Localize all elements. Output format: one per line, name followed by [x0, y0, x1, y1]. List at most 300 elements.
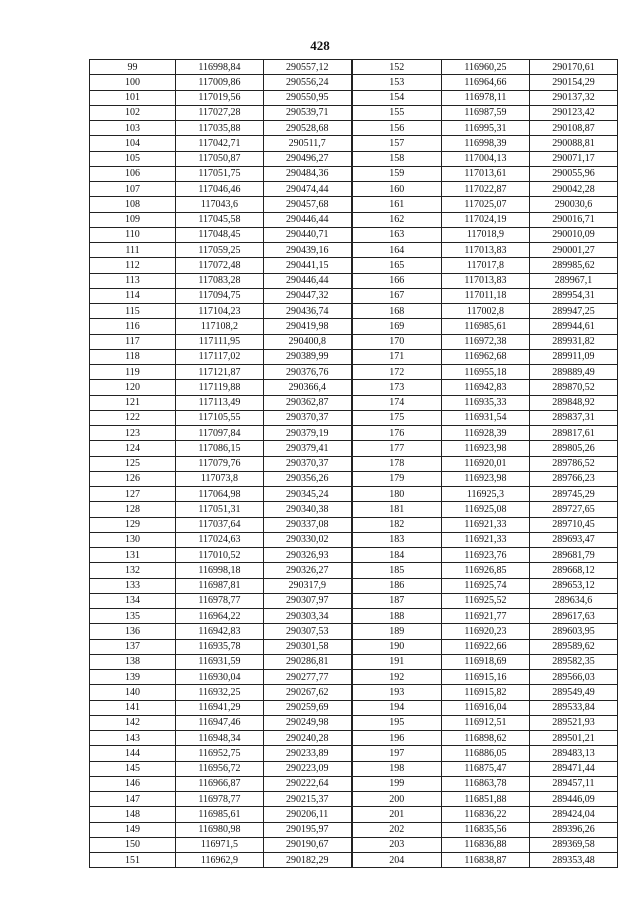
point-number-cell: 140: [90, 685, 176, 700]
y-coordinate-cell: 290447,32: [264, 288, 352, 303]
x-coordinate-cell: 116875,47: [442, 761, 530, 776]
y-coordinate-cell: 290436,74: [264, 304, 352, 319]
x-coordinate-cell: 116978,77: [176, 792, 264, 807]
y-coordinate-cell: 289786,52: [530, 456, 618, 471]
point-number-cell: 175: [352, 410, 442, 425]
x-coordinate-cell: 117105,55: [176, 410, 264, 425]
y-coordinate-cell: 289369,58: [530, 837, 618, 852]
point-number-cell: 133: [90, 578, 176, 593]
y-coordinate-cell: 290439,16: [264, 243, 352, 258]
x-coordinate-cell: 116987,81: [176, 578, 264, 593]
y-coordinate-cell: 289870,52: [530, 380, 618, 395]
x-coordinate-cell: 116915,16: [442, 670, 530, 685]
x-coordinate-cell: 117094,75: [176, 288, 264, 303]
y-coordinate-cell: 289634,6: [530, 593, 618, 608]
y-coordinate-cell: 290286,81: [264, 654, 352, 669]
x-coordinate-cell: 116930,04: [176, 670, 264, 685]
x-coordinate-cell: 117073,8: [176, 471, 264, 486]
point-number-cell: 107: [90, 182, 176, 197]
y-coordinate-cell: 289817,61: [530, 426, 618, 441]
table-row: [90, 105, 618, 120]
y-coordinate-cell: 289353,48: [530, 853, 618, 868]
x-coordinate-cell: 116962,9: [176, 853, 264, 868]
point-number-cell: 120: [90, 380, 176, 395]
y-coordinate-cell: 290366,4: [264, 380, 352, 395]
y-coordinate-cell: 290474,44: [264, 182, 352, 197]
y-coordinate-cell: 289603,95: [530, 624, 618, 639]
point-number-cell: 149: [90, 822, 176, 837]
point-number-cell: 143: [90, 731, 176, 746]
table-row: [90, 609, 618, 624]
table-row: [90, 258, 618, 273]
x-coordinate-cell: 116925,74: [442, 578, 530, 593]
y-coordinate-cell: 290362,87: [264, 395, 352, 410]
coordinates-table: [89, 59, 618, 868]
point-number-cell: 162: [352, 212, 442, 227]
y-coordinate-cell: 290419,98: [264, 319, 352, 334]
table-row: [90, 593, 618, 608]
y-coordinate-cell: 290223,09: [264, 761, 352, 776]
table-row: [90, 807, 618, 822]
y-coordinate-cell: 290317,9: [264, 578, 352, 593]
x-coordinate-cell: 117037,64: [176, 517, 264, 532]
y-coordinate-cell: 290370,37: [264, 456, 352, 471]
y-coordinate-cell: 290206,11: [264, 807, 352, 822]
table-row: [90, 487, 618, 502]
table-row: [90, 563, 618, 578]
y-coordinate-cell: 290557,12: [264, 60, 352, 75]
y-coordinate-cell: 290307,97: [264, 593, 352, 608]
table-row: [90, 502, 618, 517]
table-row: [90, 90, 618, 105]
y-coordinate-cell: 289837,31: [530, 410, 618, 425]
point-number-cell: 187: [352, 593, 442, 608]
y-coordinate-cell: 290170,61: [530, 60, 618, 75]
x-coordinate-cell: 116925,3: [442, 487, 530, 502]
point-number-cell: 145: [90, 761, 176, 776]
table-row: [90, 227, 618, 242]
y-coordinate-cell: 290539,71: [264, 105, 352, 120]
y-coordinate-cell: 289566,03: [530, 670, 618, 685]
table-row: [90, 776, 618, 791]
point-number-cell: 119: [90, 365, 176, 380]
point-number-cell: 111: [90, 243, 176, 258]
y-coordinate-cell: 289446,09: [530, 792, 618, 807]
x-coordinate-cell: 116923,76: [442, 548, 530, 563]
table-row: [90, 654, 618, 669]
x-coordinate-cell: 116920,01: [442, 456, 530, 471]
x-coordinate-cell: 116948,34: [176, 731, 264, 746]
x-coordinate-cell: 116960,25: [442, 60, 530, 75]
point-number-cell: 106: [90, 166, 176, 181]
x-coordinate-cell: 116956,72: [176, 761, 264, 776]
x-coordinate-cell: 116921,77: [442, 609, 530, 624]
x-coordinate-cell: 116964,66: [442, 75, 530, 90]
x-coordinate-cell: 116942,83: [176, 624, 264, 639]
point-number-cell: 102: [90, 105, 176, 120]
point-number-cell: 114: [90, 288, 176, 303]
x-coordinate-cell: 116964,22: [176, 609, 264, 624]
point-number-cell: 127: [90, 487, 176, 502]
table-row: [90, 334, 618, 349]
x-coordinate-cell: 117046,46: [176, 182, 264, 197]
x-coordinate-cell: 117010,52: [176, 548, 264, 563]
point-number-cell: 164: [352, 243, 442, 258]
y-coordinate-cell: 290550,95: [264, 90, 352, 105]
table-row: [90, 761, 618, 776]
x-coordinate-cell: 116987,59: [442, 105, 530, 120]
table-row: [90, 548, 618, 563]
point-number-cell: 168: [352, 304, 442, 319]
x-coordinate-cell: 116972,38: [442, 334, 530, 349]
y-coordinate-cell: 289931,82: [530, 334, 618, 349]
point-number-cell: 124: [90, 441, 176, 456]
point-number-cell: 199: [352, 776, 442, 791]
point-number-cell: 174: [352, 395, 442, 410]
point-number-cell: 126: [90, 471, 176, 486]
point-number-cell: 136: [90, 624, 176, 639]
y-coordinate-cell: 289727,65: [530, 502, 618, 517]
y-coordinate-cell: 290441,15: [264, 258, 352, 273]
y-coordinate-cell: 289944,61: [530, 319, 618, 334]
point-number-cell: 181: [352, 502, 442, 517]
x-coordinate-cell: 116955,18: [442, 365, 530, 380]
y-coordinate-cell: 289653,12: [530, 578, 618, 593]
y-coordinate-cell: 290379,41: [264, 441, 352, 456]
table-row: [90, 273, 618, 288]
point-number-cell: 123: [90, 426, 176, 441]
y-coordinate-cell: 289617,63: [530, 609, 618, 624]
table-row: [90, 304, 618, 319]
y-coordinate-cell: 290511,7: [264, 136, 352, 151]
x-coordinate-cell: 116925,52: [442, 593, 530, 608]
point-number-cell: 171: [352, 349, 442, 364]
table-row: [90, 349, 618, 364]
x-coordinate-cell: 116941,29: [176, 700, 264, 715]
point-number-cell: 121: [90, 395, 176, 410]
point-number-cell: 109: [90, 212, 176, 227]
y-coordinate-cell: 289457,11: [530, 776, 618, 791]
table-row: [90, 75, 618, 90]
x-coordinate-cell: 116923,98: [442, 441, 530, 456]
x-coordinate-cell: 116966,87: [176, 776, 264, 791]
table-row: [90, 746, 618, 761]
point-number-cell: 160: [352, 182, 442, 197]
y-coordinate-cell: 289396,26: [530, 822, 618, 837]
x-coordinate-cell: 117108,2: [176, 319, 264, 334]
table-row: [90, 822, 618, 837]
y-coordinate-cell: 289967,1: [530, 273, 618, 288]
point-number-cell: 125: [90, 456, 176, 471]
point-number-cell: 134: [90, 593, 176, 608]
y-coordinate-cell: 289681,79: [530, 548, 618, 563]
x-coordinate-cell: 117113,49: [176, 395, 264, 410]
point-number-cell: 137: [90, 639, 176, 654]
x-coordinate-cell: 116923,98: [442, 471, 530, 486]
x-coordinate-cell: 117117,02: [176, 349, 264, 364]
x-coordinate-cell: 116998,18: [176, 563, 264, 578]
point-number-cell: 193: [352, 685, 442, 700]
y-coordinate-cell: 290042,28: [530, 182, 618, 197]
point-number-cell: 148: [90, 807, 176, 822]
point-number-cell: 128: [90, 502, 176, 517]
y-coordinate-cell: 290484,36: [264, 166, 352, 181]
point-number-cell: 179: [352, 471, 442, 486]
x-coordinate-cell: 116931,59: [176, 654, 264, 669]
y-coordinate-cell: 290556,24: [264, 75, 352, 90]
point-number-cell: 100: [90, 75, 176, 90]
point-number-cell: 110: [90, 227, 176, 242]
y-coordinate-cell: 290071,17: [530, 151, 618, 166]
point-number-cell: 130: [90, 532, 176, 547]
y-coordinate-cell: 290528,68: [264, 121, 352, 136]
y-coordinate-cell: 289710,45: [530, 517, 618, 532]
x-coordinate-cell: 116935,78: [176, 639, 264, 654]
y-coordinate-cell: 289745,29: [530, 487, 618, 502]
x-coordinate-cell: 117035,88: [176, 121, 264, 136]
x-coordinate-cell: 116931,54: [442, 410, 530, 425]
y-coordinate-cell: 290222,64: [264, 776, 352, 791]
table-row: [90, 380, 618, 395]
point-number-cell: 142: [90, 715, 176, 730]
point-number-cell: 150: [90, 837, 176, 852]
point-number-cell: 186: [352, 578, 442, 593]
point-number-cell: 141: [90, 700, 176, 715]
x-coordinate-cell: 117086,15: [176, 441, 264, 456]
point-number-cell: 185: [352, 563, 442, 578]
x-coordinate-cell: 116978,77: [176, 593, 264, 608]
point-number-cell: 103: [90, 121, 176, 136]
page-number: 428: [310, 38, 330, 53]
x-coordinate-cell: 117119,88: [176, 380, 264, 395]
point-number-cell: 173: [352, 380, 442, 395]
y-coordinate-cell: 290440,71: [264, 227, 352, 242]
point-number-cell: 176: [352, 426, 442, 441]
y-coordinate-cell: 290326,93: [264, 548, 352, 563]
coordinates-table-body: [90, 60, 618, 868]
x-coordinate-cell: 116921,33: [442, 532, 530, 547]
point-number-cell: 190: [352, 639, 442, 654]
y-coordinate-cell: 290195,97: [264, 822, 352, 837]
y-coordinate-cell: 290307,53: [264, 624, 352, 639]
y-coordinate-cell: 290108,87: [530, 121, 618, 136]
y-coordinate-cell: 289521,93: [530, 715, 618, 730]
point-number-cell: 204: [352, 853, 442, 868]
point-number-cell: 158: [352, 151, 442, 166]
point-number-cell: 165: [352, 258, 442, 273]
x-coordinate-cell: 117017,8: [442, 258, 530, 273]
point-number-cell: 156: [352, 121, 442, 136]
y-coordinate-cell: 290446,44: [264, 212, 352, 227]
x-coordinate-cell: 117011,18: [442, 288, 530, 303]
y-coordinate-cell: 290240,28: [264, 731, 352, 746]
x-coordinate-cell: 116915,82: [442, 685, 530, 700]
x-coordinate-cell: 116925,08: [442, 502, 530, 517]
point-number-cell: 154: [352, 90, 442, 105]
point-number-cell: 180: [352, 487, 442, 502]
x-coordinate-cell: 116836,22: [442, 807, 530, 822]
y-coordinate-cell: 290337,08: [264, 517, 352, 532]
x-coordinate-cell: 116863,78: [442, 776, 530, 791]
table-row: [90, 395, 618, 410]
point-number-cell: 153: [352, 75, 442, 90]
point-number-cell: 115: [90, 304, 176, 319]
x-coordinate-cell: 116932,25: [176, 685, 264, 700]
point-number-cell: 195: [352, 715, 442, 730]
table-row: [90, 166, 618, 181]
x-coordinate-cell: 117050,87: [176, 151, 264, 166]
point-number-cell: 122: [90, 410, 176, 425]
x-coordinate-cell: 116971,5: [176, 837, 264, 852]
x-coordinate-cell: 117013,83: [442, 273, 530, 288]
x-coordinate-cell: 117072,48: [176, 258, 264, 273]
point-number-cell: 108: [90, 197, 176, 212]
point-number-cell: 105: [90, 151, 176, 166]
point-number-cell: 170: [352, 334, 442, 349]
x-coordinate-cell: 116962,68: [442, 349, 530, 364]
y-coordinate-cell: 289889,49: [530, 365, 618, 380]
y-coordinate-cell: 290233,89: [264, 746, 352, 761]
x-coordinate-cell: 116836,88: [442, 837, 530, 852]
table-row: [90, 151, 618, 166]
y-coordinate-cell: 289483,13: [530, 746, 618, 761]
y-coordinate-cell: 290340,38: [264, 502, 352, 517]
x-coordinate-cell: 116835,56: [442, 822, 530, 837]
x-coordinate-cell: 117051,75: [176, 166, 264, 181]
table-row: [90, 365, 618, 380]
y-coordinate-cell: 290376,76: [264, 365, 352, 380]
x-coordinate-cell: 117019,56: [176, 90, 264, 105]
point-number-cell: 152: [352, 60, 442, 75]
y-coordinate-cell: 290137,32: [530, 90, 618, 105]
point-number-cell: 112: [90, 258, 176, 273]
table-row: [90, 578, 618, 593]
table-row: [90, 792, 618, 807]
y-coordinate-cell: 290154,29: [530, 75, 618, 90]
x-coordinate-cell: 116916,04: [442, 700, 530, 715]
y-coordinate-cell: 289424,04: [530, 807, 618, 822]
point-number-cell: 104: [90, 136, 176, 151]
table-row: [90, 182, 618, 197]
y-coordinate-cell: 289985,62: [530, 258, 618, 273]
point-number-cell: 132: [90, 563, 176, 578]
point-number-cell: 201: [352, 807, 442, 822]
point-number-cell: 135: [90, 609, 176, 624]
y-coordinate-cell: 290123,42: [530, 105, 618, 120]
y-coordinate-cell: 290055,96: [530, 166, 618, 181]
point-number-cell: 157: [352, 136, 442, 151]
point-number-cell: 192: [352, 670, 442, 685]
point-number-cell: 146: [90, 776, 176, 791]
y-coordinate-cell: 289533,84: [530, 700, 618, 715]
y-coordinate-cell: 290001,27: [530, 243, 618, 258]
y-coordinate-cell: 289766,23: [530, 471, 618, 486]
point-number-cell: 182: [352, 517, 442, 532]
point-number-cell: 188: [352, 609, 442, 624]
y-coordinate-cell: 290370,37: [264, 410, 352, 425]
table-row: [90, 624, 618, 639]
point-number-cell: 101: [90, 90, 176, 105]
point-number-cell: 159: [352, 166, 442, 181]
point-number-cell: 191: [352, 654, 442, 669]
y-coordinate-cell: 290030,6: [530, 197, 618, 212]
y-coordinate-cell: 290277,77: [264, 670, 352, 685]
table-row: [90, 121, 618, 136]
table-row: [90, 853, 618, 868]
table-row: [90, 288, 618, 303]
x-coordinate-cell: 117004,13: [442, 151, 530, 166]
y-coordinate-cell: 289549,49: [530, 685, 618, 700]
x-coordinate-cell: 117013,83: [442, 243, 530, 258]
table-row: [90, 532, 618, 547]
x-coordinate-cell: 117048,45: [176, 227, 264, 242]
x-coordinate-cell: 116912,51: [442, 715, 530, 730]
point-number-cell: 183: [352, 532, 442, 547]
x-coordinate-cell: 116998,84: [176, 60, 264, 75]
point-number-cell: 197: [352, 746, 442, 761]
y-coordinate-cell: 289471,44: [530, 761, 618, 776]
x-coordinate-cell: 116985,61: [176, 807, 264, 822]
y-coordinate-cell: 290345,24: [264, 487, 352, 502]
y-coordinate-cell: 289693,47: [530, 532, 618, 547]
point-number-cell: 184: [352, 548, 442, 563]
point-number-cell: 99: [90, 60, 176, 75]
point-number-cell: 129: [90, 517, 176, 532]
x-coordinate-cell: 116851,88: [442, 792, 530, 807]
y-coordinate-cell: 290259,69: [264, 700, 352, 715]
point-number-cell: 113: [90, 273, 176, 288]
x-coordinate-cell: 117051,31: [176, 502, 264, 517]
y-coordinate-cell: 290190,67: [264, 837, 352, 852]
point-number-cell: 172: [352, 365, 442, 380]
x-coordinate-cell: 116978,11: [442, 90, 530, 105]
y-coordinate-cell: 289947,25: [530, 304, 618, 319]
table-row: [90, 456, 618, 471]
x-coordinate-cell: 116926,85: [442, 563, 530, 578]
x-coordinate-cell: 116920,23: [442, 624, 530, 639]
x-coordinate-cell: 117079,76: [176, 456, 264, 471]
table-row: [90, 319, 618, 334]
table-row: [90, 212, 618, 227]
table-row: [90, 410, 618, 425]
y-coordinate-cell: 290326,27: [264, 563, 352, 578]
table-row: [90, 837, 618, 852]
point-number-cell: 147: [90, 792, 176, 807]
x-coordinate-cell: 116918,69: [442, 654, 530, 669]
y-coordinate-cell: 290249,98: [264, 715, 352, 730]
table-row: [90, 700, 618, 715]
point-number-cell: 203: [352, 837, 442, 852]
table-row: [90, 60, 618, 75]
y-coordinate-cell: 290330,02: [264, 532, 352, 547]
table-row: [90, 685, 618, 700]
y-coordinate-cell: 290356,26: [264, 471, 352, 486]
point-number-cell: 167: [352, 288, 442, 303]
y-coordinate-cell: 290457,68: [264, 197, 352, 212]
y-coordinate-cell: 290389,99: [264, 349, 352, 364]
x-coordinate-cell: 117045,58: [176, 212, 264, 227]
point-number-cell: 117: [90, 334, 176, 349]
x-coordinate-cell: 116935,33: [442, 395, 530, 410]
table-row: [90, 670, 618, 685]
x-coordinate-cell: 117059,25: [176, 243, 264, 258]
point-number-cell: 118: [90, 349, 176, 364]
point-number-cell: 177: [352, 441, 442, 456]
y-coordinate-cell: 289805,26: [530, 441, 618, 456]
x-coordinate-cell: 116998,39: [442, 136, 530, 151]
y-coordinate-cell: 290215,37: [264, 792, 352, 807]
table-row: [90, 715, 618, 730]
